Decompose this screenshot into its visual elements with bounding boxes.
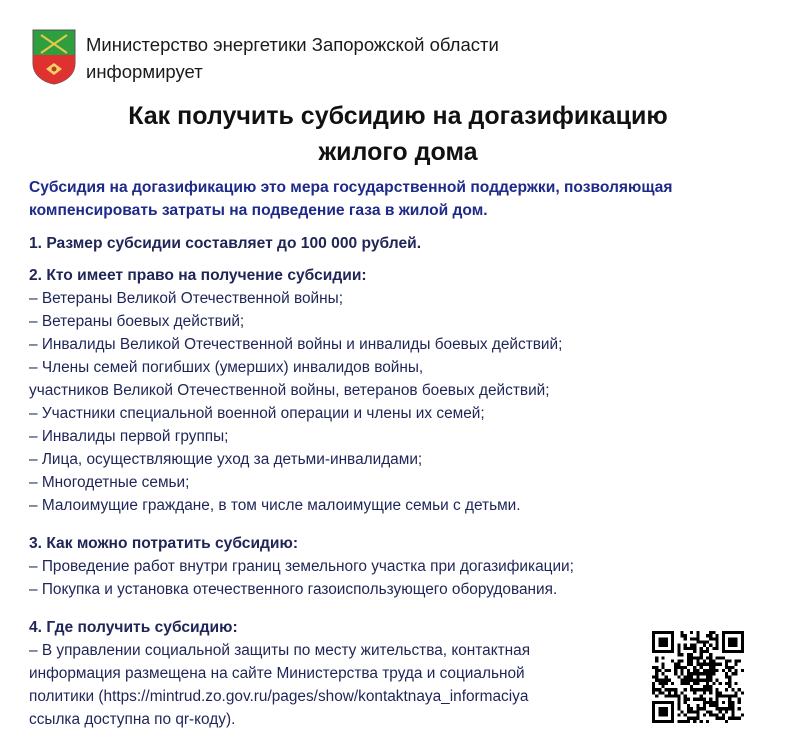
- eligible-item: – Малоимущие граждане, в том числе малоимущие семьи с детьми.: [29, 497, 521, 514]
- section-3-heading: 3. Как можно потратить субсидию:: [29, 535, 299, 552]
- usage-item: – Проведение работ внутри границ земельного участка при догазификации;: [29, 558, 574, 575]
- where-item: политики (https://mintrud.zo.gov.ru/pages/show/kontaktnaya_informaciya: [29, 688, 529, 705]
- qr-code-icon[interactable]: [652, 631, 744, 723]
- eligible-item: – Многодетные семьи;: [29, 474, 190, 491]
- section-2-heading: 2. Кто имеет право на получение субсидии:: [29, 267, 367, 284]
- eligible-item: – Инвалиды Великой Отечественной войны и инвалиды боевых действий;: [29, 336, 563, 353]
- page-title-line-1: Как получить субсидию на догазификацию: [128, 102, 668, 130]
- ministry-informs: [86, 31, 499, 85]
- eligible-item: – Ветераны Великой Отечественной войны;: [29, 290, 343, 307]
- eligible-item-continuation: участников Великой Отечественной войны, ветеранов боевых действий;: [29, 382, 550, 399]
- eligible-item: – Инвалиды первой группы;: [29, 428, 229, 445]
- intro-paragraph: [29, 176, 779, 222]
- where-item: – В управлении социальной защиты по месту жительства, контактная: [29, 642, 531, 659]
- where-item: ссылка доступна по qr-коду).: [29, 711, 236, 728]
- usage-item: – Покупка и установка отечественного газоиспользующего оборудования.: [29, 581, 558, 598]
- ministry-informs-label: информирует: [86, 61, 203, 82]
- page-title-line-2: жилого дома: [318, 138, 478, 166]
- eligible-item: – Участники специальной военной операции и члены их семей;: [29, 405, 485, 422]
- intro-line-2: компенсировать затраты на подведение газа в жилой дом.: [29, 202, 488, 219]
- eligible-item: – Члены семей погибших (умерших) инвалидов войны,: [29, 359, 424, 376]
- ministry-name: Министерство энергетики Запорожской области: [86, 34, 499, 55]
- intro-line-1: Субсидия на догазификацию это мера государственной поддержки, позволяющая: [29, 179, 673, 196]
- section-1-heading: 1. Размер субсидии составляет до 100 000 рублей.: [29, 235, 422, 252]
- eligible-item: – Лица, осуществляющие уход за детьми-инвалидами;: [29, 451, 423, 468]
- eligible-item: – Ветераны боевых действий;: [29, 313, 245, 330]
- coat-of-arms-icon: [32, 29, 76, 85]
- page-title: [0, 98, 796, 170]
- section-4-heading: 4. Где получить субсидию:: [29, 619, 238, 636]
- where-item: информация размещена на сайте Министерства труда и социальной: [29, 665, 525, 682]
